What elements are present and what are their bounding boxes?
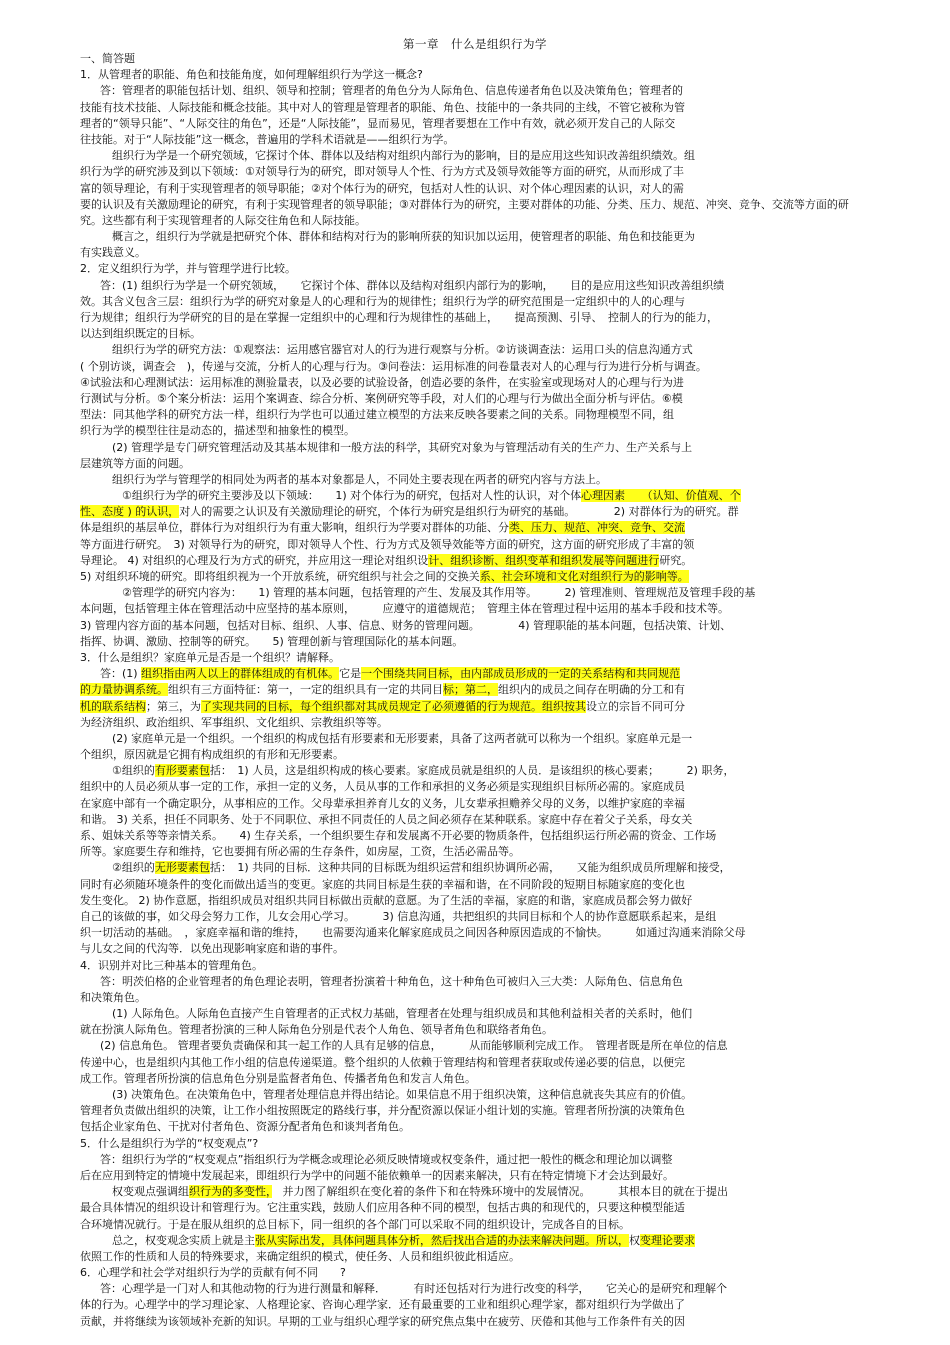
text-line (80, 391, 875, 407)
text-segment: 答：(1) (100, 667, 142, 681)
text-line (80, 601, 875, 617)
text-line (80, 440, 875, 456)
text-segment: 有实践意义。 (80, 246, 146, 260)
text-segment: 3) 管理内容方面的基本问题，包括对目标、组织、人事、信息、财务的管理问题。 4) 管理职能的基本问题，包括决策、计划、 (80, 618, 732, 632)
text-line (80, 375, 875, 391)
text-segment: 6．心理学和社会学对组织行为学的贡献有何不同 ? (80, 1266, 346, 1280)
text-segment: (2) 信息角色。 管理者要负责确保和其一起工作的人具有足够的信息， 从而能够顺利完成工作。 管理者既是所在单位的信息 (100, 1039, 728, 1053)
text-line (80, 261, 875, 277)
highlighted-text: 变理论要求 (640, 1233, 695, 1247)
text-line (80, 1022, 875, 1038)
text-line (80, 278, 875, 294)
page-title: 第一章 什么是组织行为学 (403, 37, 547, 51)
text-segment: 往技能。对于“人际技能”这一概念，普遍用的学科术语就是——组织行为学。 (80, 132, 455, 146)
text-segment: 效。其含义包含三层：组织行为学的研究对象是人的心理和行为的规律性；组织行为学的研究范围是一定组织中的人的心理与 (80, 294, 685, 308)
text-line (80, 1152, 875, 1168)
text-line (80, 1055, 875, 1071)
text-segment: ①组织的 (112, 764, 155, 778)
text-segment: 答：心理学是一门对人和其他动物的行为进行测量和解释． 有时还包括对行为进行改变的科学， 它关心的是研究和理解个 (100, 1282, 727, 1296)
text-segment: 后在应用到特定的情境中发展起来，即组织行为学中的问题不能依赖单一的因素来解决，只有在特定情境下才会达到最好。 (80, 1168, 674, 1182)
text-line (80, 569, 875, 585)
text-segment: 以达到组织既定的目标。 (80, 327, 201, 341)
text-segment: 答：管理者的职能包括计划、组织、领导和控制；管理者的角色分为人际角色、信息传递者角色以及决策角色；管理者的 (100, 84, 683, 98)
text-line (80, 359, 875, 375)
text-line (80, 1217, 875, 1233)
text-line (80, 941, 875, 957)
text-segment: 5．什么是组织行为学的“权变观点”? (80, 1136, 259, 1150)
text-line (80, 925, 875, 941)
text-segment: 行为规律；组织行为学研究的目的是在掌握一定组织中的心理和行为规律性的基础上， 提高预测、引导、 控制人的行为的能力， (80, 311, 718, 324)
text-line (80, 1119, 875, 1135)
text-segment: 织行为学的模型往往是动态的，描述型和抽象性的模型。 (80, 424, 355, 438)
highlighted-text: 系、社会环境和文化对组织行为的影响等。 (479, 570, 689, 583)
text-segment: 就在扮演人际角色。管理者扮演的三种人际角色分别是代表个人角色、领导者角色和联络者角色。 (80, 1023, 553, 1037)
text-segment: 答：组织行为学的“权变观点”指组织行为学概念或理论必须反映情境或权变条件，通过把一般性的概念和理论加以调整 (100, 1152, 673, 1166)
text-line (80, 715, 875, 731)
text-segment: 系、姐妹关系等等亲情关系。 4) 生存关系，一个组织要生存和发展离不开必要的物质条件，包括组织运行所必需的资金、工作场 (80, 829, 717, 842)
text-line (80, 537, 875, 553)
text-segment: 贡献，并将继续为该领域补充新的知识。早期的工业与组织心理学家的研究焦点集中在疲劳、厌倦和其他与工作条件有关的因 (80, 1314, 685, 1328)
text-segment: 对人的需要之认识及有关激励理论的研究，个体行为研究是组织行为研究的基础。 2) 对群体行为的研究。群 (179, 505, 739, 519)
text-line (80, 731, 875, 747)
highlighted-text: 组织指由两人以上的群体组成的有机体。 (141, 667, 340, 681)
text-line (80, 132, 875, 148)
highlighted-text: 张从实际出发，具体问题具体分析，然后找出合适的办法来解决问题。所以， (255, 1233, 629, 1247)
text-line (80, 796, 875, 812)
text-segment: 它是 (339, 667, 362, 681)
highlighted-text: 了实现共同的目标，每个组织都对其成员规定了必须遵循的行为规范。组织按其 (201, 699, 586, 713)
document-body (80, 51, 875, 1330)
text-line (80, 618, 875, 634)
text-segment: 设立的宗旨不同可分 (586, 699, 685, 713)
text-segment: 和决策角色。 (80, 990, 146, 1004)
text-line (80, 213, 875, 229)
text-segment: ④试验法和心理测试法：运用标准的测验量表，以及必要的试验设备，创造必要的条件，在实验室或现场对人的心理与行为进 (80, 375, 684, 389)
text-segment: 权变观点强调组 (112, 1185, 189, 1199)
text-segment: ( 个别访谈，调查会 )，传递与交流，分析人的心理与行为。③问卷法：运用标准的问卷量表对人的心理与行为进行分析与调查。 (80, 359, 707, 373)
text-line (80, 747, 875, 763)
text-segment: 型法：同其他学科的研究方法一样，组织行为学也可以通过建立模型的方法来反映各要素之间的关系。同物理模型不同，组 (80, 408, 674, 422)
text-segment: 自己的该做的事，如父母会努力工作，儿女会用心学习。 3) 信息沟通，共把组织的共同目标和个人的协作意愿联系起来，是组 (80, 909, 717, 923)
text-line (80, 229, 875, 245)
text-line (80, 1071, 875, 1087)
text-segment: 概言之，组织行为学就是把研究个体、群体和结构对行为的影响所获的知识加以运用，使管理者的职能、角色和技能更为 (112, 230, 695, 244)
text-segment: 传递中心，也是组织内其他工作小组的信息传递渠道。整个组织的人依赖于管理结构和管理者获取或传递必要的信息，以便完 (80, 1055, 685, 1069)
highlighted-text: 的力量协调系统。 (80, 683, 168, 697)
text-segment: 织一切活动的基础。 ，家庭幸福和谐的维持， 也需要沟通来化解家庭成员之间因各种原因造成的不愉快。 如通过沟通来消除父母 (80, 926, 746, 940)
text-line (80, 1314, 875, 1330)
text-segment: 并力图了解组织在变化着的条件下和在特殊环境中的发展情况。 其根本目的就在于提出 (271, 1185, 728, 1199)
text-line (80, 164, 875, 180)
text-segment: 组织有三方面特征：第一，一定的组织具有一定的共同目 (168, 683, 443, 697)
text-segment: ②管理学的研究内容为： 1) 管理的基本问题，包括管理的产生、发展及其作用等。 2) 管理准则、管理规范及管理手段的基 (122, 586, 756, 600)
text-line (80, 682, 875, 698)
text-segment: 答：(1) 组织行为学是一个研究领域， 它探讨个体、群体以及结构对组织内部行为的影响， 目的是应用这些知识改善组织绩 (100, 278, 725, 292)
text-segment: 5) 对组织环境的研究。即将组织视为一个开放系统，研究组织与社会之间的交换关 (80, 570, 480, 583)
text-segment: 组织行为学与管理学的相同处为两者的基本对象都是人，不同处主要表现在两者的研究内容与方法上。 (112, 472, 607, 486)
text-segment: 依照工作的性质和人员的特殊要求，来确定组织的模式，使任务、人员和组织彼此相适应。 (80, 1249, 520, 1263)
text-line (80, 699, 875, 715)
text-line (80, 456, 875, 472)
text-segment: 和谐。 3) 关系，担任不同职务、处于不同职位、承担不同责任的人员之间必须存在某种联系。家庭中存在着父子关系，母女关 (80, 812, 693, 826)
text-segment: (1) 人际角色。人际角色直接产生自管理者的正式权力基础，管理者在处理与组织成员和其他利益相关者的关系时，他们 (112, 1007, 693, 1021)
text-segment: 成工作。管理者所扮演的信息角色分别是监督者角色、传播者角色和发言人角色。 (80, 1071, 476, 1085)
text-segment: 组织行为学的研究方法：①观察法：运用感官器官对人的行为进行观察与分析。②访谈调查法：运用口头的信息沟通方式 (112, 343, 693, 357)
text-line (80, 909, 875, 925)
text-line (80, 1200, 875, 1216)
text-segment: 指挥、协调、激励、控制等的研究。 5) 管理创新与管理国际化的基本问题。 (80, 634, 464, 648)
text-segment: 为经济组织、政治组织、军事组织、文化组织、宗教组织等等。 (80, 715, 388, 729)
text-segment: 总之，权变观念实质上就是主 (112, 1233, 255, 1247)
text-segment: 最合具体情况的组织设计和管理行为。它注重实践，鼓励人们应用各种不同的模型，包括古典的和现代的，只要这种模型能适 (80, 1201, 685, 1215)
text-segment: 富的领导理论，有利于实现管理者的领导职能；②对个体行为的研究，包括对人性的认识、对个体心理因素的认识，对人的需 (80, 181, 684, 195)
text-line (80, 666, 875, 682)
text-line (80, 326, 875, 342)
text-segment: 括： 1) 人员，这是组织构成的核心要素。家庭成员就是组织的人员．是该组织的核心要素； 2) 职务， (209, 764, 735, 778)
text-line (80, 553, 875, 569)
text-line (80, 958, 875, 974)
text-segment: ①组织行为学的研究主要涉及以下领域： 1) 对个体行为的研究，包括对人性的认识，对个体 (122, 489, 582, 503)
text-line (80, 1265, 875, 1281)
text-line (80, 1087, 875, 1103)
text-line (80, 504, 875, 520)
text-line (80, 1006, 875, 1022)
text-line (80, 974, 875, 990)
highlighted-text: 心理因素 （认知、价值观、个 (581, 489, 741, 503)
text-line (80, 585, 875, 601)
text-segment: 括： 1) 共同的目标．这种共同的目标既为组织运营和组织协调所必需， 又能为组织成员所理解和接受， (209, 861, 731, 875)
text-segment: 一、简答题 (80, 52, 135, 65)
text-line (80, 148, 875, 164)
text-segment: 等方面进行研究。 3) 对领导行为的研究，即对领导人个性、行为方式及领导效能等方面的研究，这方面的研究形成了丰富的领 (80, 537, 695, 551)
highlighted-text: 标；第二， (443, 683, 498, 697)
text-segment: 理者的“领导只能”、“人际交往的角色”，还是“人际技能”，显而易见，管理者要想在工作中有效，就必须开发自己的人际交 (80, 116, 676, 130)
text-line (80, 1249, 875, 1265)
text-segment: 4．识别并对比三种基本的管理角色。 (80, 958, 263, 972)
text-segment: 所等。家庭要生存和维持，它也要拥有所必需的生存条件，如房屋，工资，生活必需品等。 (80, 845, 520, 859)
text-line (80, 893, 875, 909)
text-segment: 发生变化。 2) 协作意愿，指组织成员对组织共同目标做出贡献的意愿。为了生活的幸福，家庭的和谐，家庭成员都会努力做好 (80, 893, 693, 907)
text-segment: 织行为学的研究涉及到以下领域：①对领导行为的研究，即对领导人个性、行为方式及领导效能等方面的研究，从而形成了丰 (80, 165, 684, 179)
text-segment: 2．定义组织行为学，并与管理学进行比较。 (80, 262, 296, 276)
text-line (80, 197, 875, 213)
text-line (80, 245, 875, 261)
text-segment: 组织中的人员必须从事一定的工作，承担一定的义务，人员从事的工作和承担的义务必须是实现组织目标所必需的。家庭成员 (80, 780, 685, 794)
text-segment: 合环境情况就行。于是在服从组织的总目标下，同一组织的各个部门可以采取不同的组织设计，完成各自的目标。 (80, 1217, 630, 1231)
highlighted-text: 一个围绕共同目标，由内部成员形成的一定的关系结构和共同规范 (361, 667, 681, 681)
text-segment: 层建筑等方面的问题。 (80, 456, 190, 470)
text-line (80, 67, 875, 83)
text-line (80, 51, 875, 67)
text-line (80, 423, 875, 439)
text-segment: 体是组织的基层单位，群体行为对组织行为有重大影响，组织行为学要对群体的功能、分 (80, 521, 509, 535)
text-line (80, 520, 875, 536)
text-line (80, 1038, 875, 1054)
text-segment: (3) 决策角色。在决策角色中，管理者处理信息并得出结论。如果信息不用于组织决策，这种信息就丧失其应有的价值。 (112, 1088, 693, 1101)
text-line (80, 1168, 875, 1184)
highlighted-text: 类、压力、规范、冲突、竞争、交流 (509, 521, 685, 535)
text-line (80, 1233, 875, 1249)
text-segment: 权 (629, 1233, 640, 1247)
text-line (80, 342, 875, 358)
text-segment: 本问题，包括管理主体在管理活动中应坚持的基本原则， 应遵守的道德规范； 管理主体在管理过程中运用的基本手段和技术等。 (80, 602, 729, 616)
text-line (80, 83, 875, 99)
text-line (80, 860, 875, 876)
text-segment: ；第三，为 (146, 699, 201, 713)
text-segment: 与儿女之间的代沟等．以免出现影响家庭和谐的事件。 (80, 942, 344, 956)
text-line (80, 1184, 875, 1200)
text-segment: (2) 家庭单元是一个组织。一个组织的构成包括有形要素和无形要素，具备了这两者就可以称为一个组织。家庭单元是一 (112, 731, 693, 745)
highlighted-text: 无形要素包 (154, 861, 210, 875)
text-line (80, 779, 875, 795)
highlighted-text: 机的联系结构 (80, 699, 146, 713)
text-line (80, 763, 875, 779)
text-line (80, 1136, 875, 1152)
text-segment: 管理者负责做出组织的决策，让工作小组按照既定的路线行事，并分配资源以保证小组计划的实施。管理者所扮演的决策角色 (80, 1104, 685, 1118)
text-line (80, 990, 875, 1006)
text-segment: 要的认识及有关激励理论的研究，有利于实现管理者的领导职能；③对群体行为的研究，主要对群体的功能、分类、压力、规范、冲突、竞争、交流等方面的研 (80, 197, 849, 211)
highlighted-text: 性、态度 ) 的认识， (80, 505, 180, 519)
text-segment: 个组织，原因就是它拥有构成组织的有形和无形要素。 (80, 748, 344, 762)
text-segment: 答：明茨伯格的企业管理者的角色理论表明，管理者扮演着十种角色，这十种角色可被归入三大类：人际角色、信息角色 (100, 974, 683, 988)
text-line (80, 812, 875, 828)
highlighted-text: 计、组织诊断、组织变革和组织发展等问题进行 (428, 553, 660, 567)
text-line (80, 1297, 875, 1313)
text-segment: 行测试与分析。⑤个案分析法：运用个案调查、综合分析、案例研究等手段，对人们的心理与行为做出全面分析与评估。⑥模 (80, 391, 683, 405)
text-line (80, 488, 875, 504)
highlighted-text: 织行为的多变性， (189, 1185, 272, 1199)
highlighted-text: 有形要素包 (154, 764, 210, 778)
text-segment: 3．什么是组织？家庭单元是否是一个组织？请解释。 (80, 650, 340, 664)
text-line (80, 407, 875, 423)
text-segment: 在家庭中部有一个确定职分，从事相应的工作。父母辈承担养育儿女的义务，儿女辈承担赡养父母的义务，以维护家庭的幸福 (80, 796, 685, 810)
text-line (80, 100, 875, 116)
text-segment: 研究。 (659, 553, 693, 567)
text-segment: 1．从管理者的职能、角色和技能角度，如何理解组织行为学这一概念? (80, 68, 423, 82)
text-segment: 同时有必须随环境条件的变化而做出适当的变更。家庭的共同目标是生获的幸福和谐，在不同阶段的短期目标随家庭的变化也 (80, 877, 685, 891)
text-line (80, 1103, 875, 1119)
text-segment: 导理论。 4) 对组织的心理及行为方式的研究，并应用这一理论对组织设 (80, 553, 429, 567)
text-line (80, 472, 875, 488)
text-segment: 技能有技术技能、人际技能和概念技能。其中对人的管理是管理者的职能、角色、技能中的一条共同的主线，不管它被称为管 (80, 100, 685, 114)
text-segment: 组织内的成员之间存在明确的分工和有 (498, 683, 685, 697)
text-line (80, 310, 875, 326)
text-segment: 究。这些都有利于实现管理者的人际交往角色和人际技能。 (80, 213, 366, 227)
text-line (80, 877, 875, 893)
text-line (80, 116, 875, 132)
text-line (80, 1281, 875, 1297)
text-line (80, 650, 875, 666)
text-line (80, 634, 875, 650)
text-segment: ②组织的 (112, 861, 155, 875)
text-segment: 体的行为。心理学中的学习理论家、人格理论家、咨询心理学家．还有最重要的工业和组织心理学家，都对组织行为学做出了 (80, 1298, 685, 1312)
text-line (80, 294, 875, 310)
text-segment: 包括企业家角色、干扰对付者角色、资源分配者角色和谈判者角色。 (80, 1120, 410, 1134)
text-line (80, 828, 875, 844)
text-segment: (2) 管理学是专门研究管理活动及其基本规律和一般方法的科学，其研究对象为与管理活动有关的生产力、生产关系与上 (112, 440, 693, 454)
text-line (80, 844, 875, 860)
text-line (80, 181, 875, 197)
text-segment: 组织行为学是一个研究领域，它探讨个体、群体以及结构对组织内部行为的影响，目的是应用这些知识改善组织绩效。组 (112, 149, 695, 163)
